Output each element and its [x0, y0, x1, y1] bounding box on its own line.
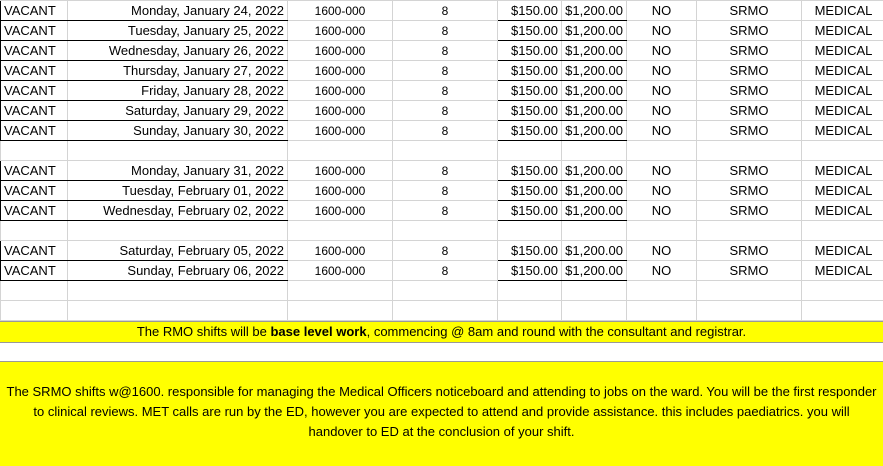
total-cell[interactable]: $1,200.00 [562, 241, 627, 261]
total-cell[interactable]: $1,200.00 [562, 1, 627, 21]
flag-cell[interactable]: NO [627, 101, 697, 121]
empty-cell[interactable] [802, 141, 883, 161]
rate-cell[interactable]: $150.00 [498, 101, 562, 121]
date-cell[interactable]: Thursday, January 27, 2022 [68, 61, 288, 81]
shift-time-cell[interactable]: 1600-000 [288, 261, 393, 281]
rate-cell[interactable]: $150.00 [498, 181, 562, 201]
hours-cell[interactable]: 8 [393, 21, 498, 41]
rate-cell[interactable]: $150.00 [498, 241, 562, 261]
empty-cell[interactable] [1, 301, 68, 321]
shift-row [1, 41, 883, 61]
type-cell[interactable]: MEDICAL [802, 61, 883, 81]
shift-row [1, 181, 883, 201]
date-cell[interactable]: Monday, January 31, 2022 [68, 161, 288, 181]
date-cell[interactable]: Wednesday, January 26, 2022 [68, 41, 288, 61]
rmo-note-text-end: , commencing @ 8am and round with the consultant and registrar. [367, 324, 747, 339]
flag-cell[interactable]: NO [627, 121, 697, 141]
type-cell[interactable]: MEDICAL [802, 181, 883, 201]
empty-cell[interactable] [1, 141, 68, 161]
rate-cell[interactable]: $150.00 [498, 261, 562, 281]
empty-cell[interactable] [627, 141, 697, 161]
hours-cell[interactable]: 8 [393, 161, 498, 181]
flag-cell[interactable]: NO [627, 21, 697, 41]
total-cell[interactable]: $1,200.00 [562, 261, 627, 281]
empty-cell[interactable] [498, 281, 562, 301]
empty-cell[interactable] [802, 281, 883, 301]
blank-row [1, 301, 883, 321]
empty-cell[interactable] [393, 281, 498, 301]
flag-cell[interactable]: NO [627, 261, 697, 281]
flag-cell[interactable]: NO [627, 1, 697, 21]
date-cell[interactable]: Friday, January 28, 2022 [68, 81, 288, 101]
hours-cell[interactable]: 8 [393, 181, 498, 201]
shift-row [1, 241, 883, 261]
rate-cell[interactable]: $150.00 [498, 201, 562, 221]
type-cell[interactable]: MEDICAL [802, 161, 883, 181]
total-cell[interactable]: $1,200.00 [562, 21, 627, 41]
role-cell[interactable]: SRMO [697, 181, 802, 201]
empty-cell[interactable] [562, 281, 627, 301]
hours-cell[interactable]: 8 [393, 201, 498, 221]
role-cell[interactable]: SRMO [697, 121, 802, 141]
rate-cell[interactable]: $150.00 [498, 1, 562, 21]
empty-cell[interactable] [498, 141, 562, 161]
shift-row [1, 101, 883, 121]
total-cell[interactable]: $1,200.00 [562, 81, 627, 101]
shift-time-cell[interactable]: 1600-000 [288, 21, 393, 41]
blank-row [1, 281, 883, 301]
type-cell[interactable]: MEDICAL [802, 1, 883, 21]
hours-cell[interactable]: 8 [393, 1, 498, 21]
hours-cell[interactable]: 8 [393, 61, 498, 81]
status-cell[interactable]: VACANT [1, 261, 68, 281]
hours-cell[interactable]: 8 [393, 101, 498, 121]
empty-cell[interactable] [697, 141, 802, 161]
empty-cell[interactable] [697, 281, 802, 301]
shift-time-cell[interactable]: 1600-000 [288, 61, 393, 81]
shift-row [1, 61, 883, 81]
type-cell[interactable]: MEDICAL [802, 81, 883, 101]
shift-time-cell[interactable]: 1600-000 [288, 1, 393, 21]
date-cell[interactable]: Tuesday, February 01, 2022 [68, 181, 288, 201]
rate-cell[interactable]: $150.00 [498, 41, 562, 61]
shift-time-cell[interactable]: 1600-000 [288, 201, 393, 221]
empty-cell[interactable] [288, 141, 393, 161]
shift-time-cell[interactable]: 1600-000 [288, 241, 393, 261]
empty-cell[interactable] [393, 221, 498, 241]
flag-cell[interactable]: NO [627, 181, 697, 201]
shift-time-cell[interactable]: 1600-000 [288, 81, 393, 101]
srmo-note-text: The SRMO shifts w@1600. responsible for managing the Medical Officers noticeboard and attending to jobs on the ward. You will be the first responder to clinical reviews. MET calls are run by the ED, however you are expected to attend and provide assistance. this includes paediatrics. you will handover to ED at the conclusion of your shift. [6, 382, 877, 442]
total-cell[interactable]: $1,200.00 [562, 161, 627, 181]
rmo-shift-note [0, 321, 883, 343]
hours-cell[interactable]: 8 [393, 121, 498, 141]
shift-row [1, 21, 883, 41]
flag-cell[interactable]: NO [627, 81, 697, 101]
empty-cell[interactable] [498, 301, 562, 321]
empty-cell[interactable] [68, 141, 288, 161]
status-cell[interactable]: VACANT [1, 121, 68, 141]
flag-cell[interactable]: NO [627, 41, 697, 61]
status-cell[interactable]: VACANT [1, 201, 68, 221]
rate-cell[interactable]: $150.00 [498, 61, 562, 81]
status-cell[interactable]: VACANT [1, 241, 68, 261]
date-cell[interactable]: Sunday, February 06, 2022 [68, 261, 288, 281]
empty-cell[interactable] [1, 281, 68, 301]
role-cell[interactable]: SRMO [697, 21, 802, 41]
total-cell[interactable]: $1,200.00 [562, 201, 627, 221]
rate-cell[interactable]: $150.00 [498, 21, 562, 41]
rmo-note-text: The RMO shifts will be [137, 324, 271, 339]
date-cell[interactable]: Sunday, January 30, 2022 [68, 121, 288, 141]
shift-row [1, 121, 883, 141]
rate-cell[interactable]: $150.00 [498, 81, 562, 101]
empty-cell[interactable] [562, 301, 627, 321]
date-cell[interactable]: Saturday, February 05, 2022 [68, 241, 288, 261]
status-cell[interactable]: VACANT [1, 21, 68, 41]
total-cell[interactable]: $1,200.00 [562, 121, 627, 141]
srmo-shift-note [0, 361, 883, 466]
hours-cell[interactable]: 8 [393, 81, 498, 101]
flag-cell[interactable]: NO [627, 241, 697, 261]
date-cell[interactable]: Saturday, January 29, 2022 [68, 101, 288, 121]
shift-time-cell[interactable]: 1600-000 [288, 181, 393, 201]
role-cell[interactable]: SRMO [697, 81, 802, 101]
status-cell[interactable]: VACANT [1, 81, 68, 101]
empty-cell[interactable] [802, 221, 883, 241]
empty-cell[interactable] [393, 141, 498, 161]
status-cell[interactable]: VACANT [1, 181, 68, 201]
empty-cell[interactable] [697, 221, 802, 241]
status-cell[interactable]: VACANT [1, 101, 68, 121]
total-cell[interactable]: $1,200.00 [562, 41, 627, 61]
role-cell[interactable]: SRMO [697, 61, 802, 81]
empty-cell[interactable] [627, 281, 697, 301]
rate-cell[interactable]: $150.00 [498, 121, 562, 141]
empty-cell[interactable] [627, 221, 697, 241]
total-cell[interactable]: $1,200.00 [562, 101, 627, 121]
shift-time-cell[interactable]: 1600-000 [288, 41, 393, 61]
shift-row [1, 261, 883, 281]
status-cell[interactable]: VACANT [1, 61, 68, 81]
shift-time-cell[interactable]: 1600-000 [288, 121, 393, 141]
empty-cell[interactable] [627, 301, 697, 321]
rmo-note-bold: base level work [270, 324, 366, 339]
flag-cell[interactable]: NO [627, 201, 697, 221]
role-cell[interactable]: SRMO [697, 201, 802, 221]
shift-row [1, 1, 883, 21]
hours-cell[interactable]: 8 [393, 261, 498, 281]
hours-cell[interactable]: 8 [393, 241, 498, 261]
empty-cell[interactable] [288, 281, 393, 301]
shift-row [1, 201, 883, 221]
type-cell[interactable]: MEDICAL [802, 201, 883, 221]
empty-cell[interactable] [393, 301, 498, 321]
type-cell[interactable]: MEDICAL [802, 261, 883, 281]
flag-cell[interactable]: NO [627, 61, 697, 81]
type-cell[interactable]: MEDICAL [802, 101, 883, 121]
type-cell[interactable]: MEDICAL [802, 21, 883, 41]
blank-row [1, 141, 883, 161]
empty-cell[interactable] [802, 301, 883, 321]
empty-cell[interactable] [68, 301, 288, 321]
empty-cell[interactable] [562, 221, 627, 241]
type-cell[interactable]: MEDICAL [802, 41, 883, 61]
role-cell[interactable]: SRMO [697, 261, 802, 281]
empty-cell[interactable] [288, 301, 393, 321]
rate-cell[interactable]: $150.00 [498, 161, 562, 181]
empty-cell[interactable] [498, 221, 562, 241]
empty-cell[interactable] [68, 221, 288, 241]
type-cell[interactable]: MEDICAL [802, 121, 883, 141]
hours-cell[interactable]: 8 [393, 41, 498, 61]
empty-cell[interactable] [68, 281, 288, 301]
shift-row [1, 161, 883, 181]
role-cell[interactable]: SRMO [697, 101, 802, 121]
type-cell[interactable]: MEDICAL [802, 241, 883, 261]
total-cell[interactable]: $1,200.00 [562, 181, 627, 201]
date-cell[interactable]: Tuesday, January 25, 2022 [68, 21, 288, 41]
status-cell[interactable]: VACANT [1, 1, 68, 21]
empty-cell[interactable] [1, 221, 68, 241]
date-cell[interactable]: Wednesday, February 02, 2022 [68, 201, 288, 221]
shift-time-cell[interactable]: 1600-000 [288, 161, 393, 181]
flag-cell[interactable]: NO [627, 161, 697, 181]
date-cell[interactable]: Monday, January 24, 2022 [68, 1, 288, 21]
status-cell[interactable]: VACANT [1, 161, 68, 181]
role-cell[interactable]: SRMO [697, 1, 802, 21]
empty-cell[interactable] [697, 301, 802, 321]
shift-row [1, 81, 883, 101]
shift-time-cell[interactable]: 1600-000 [288, 101, 393, 121]
empty-cell[interactable] [562, 141, 627, 161]
blank-row [1, 221, 883, 241]
empty-cell[interactable] [288, 221, 393, 241]
role-cell[interactable]: SRMO [697, 41, 802, 61]
status-cell[interactable]: VACANT [1, 41, 68, 61]
role-cell[interactable]: SRMO [697, 161, 802, 181]
total-cell[interactable]: $1,200.00 [562, 61, 627, 81]
role-cell[interactable]: SRMO [697, 241, 802, 261]
